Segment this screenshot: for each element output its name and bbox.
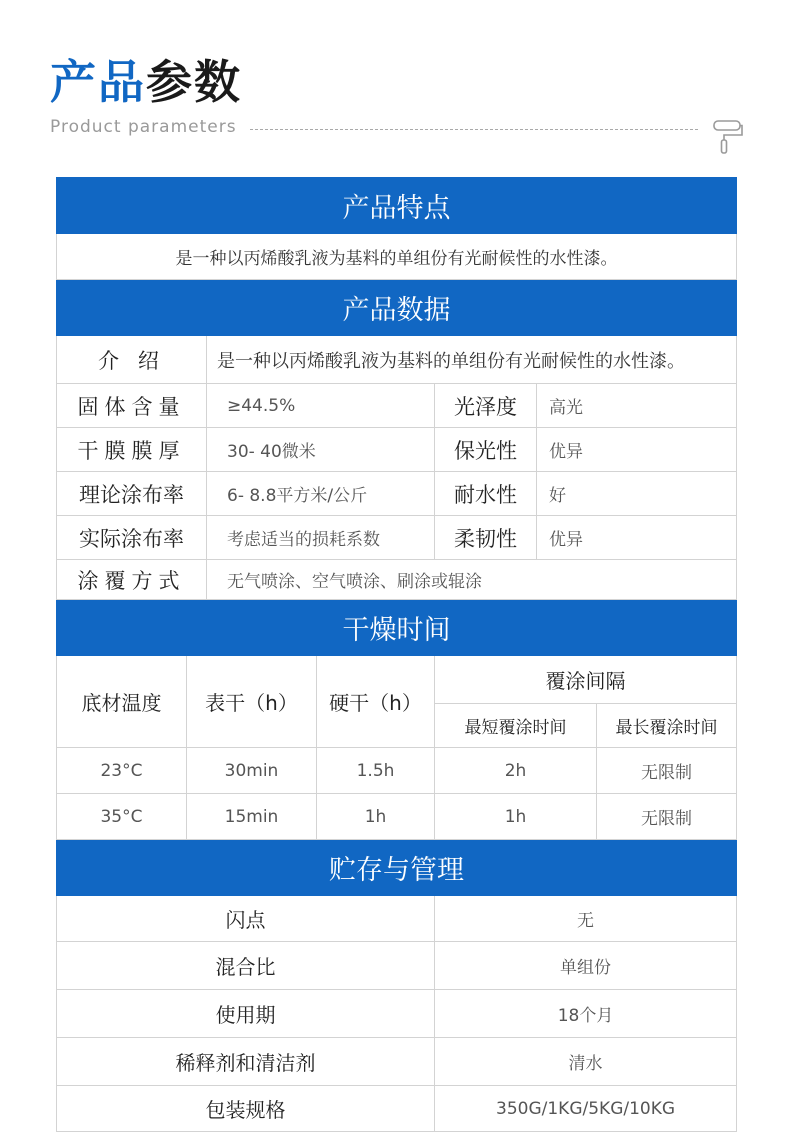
storage-value: 清水	[435, 1038, 737, 1086]
page-header	[0, 0, 790, 170]
data-row	[57, 384, 737, 428]
drying-temp: 23°C	[57, 748, 187, 794]
page-title-blue: 产品	[50, 55, 146, 109]
drying-surface: 15min	[187, 794, 317, 840]
dashed-divider	[250, 129, 698, 130]
storage-label: 稀释剂和清洁剂	[57, 1038, 435, 1086]
data-label-2: 柔韧性	[435, 516, 537, 560]
storage-label: 使用期	[57, 990, 435, 1038]
drying-heading: 干燥时间	[57, 600, 737, 656]
drying-heading-row	[57, 600, 737, 656]
storage-value: 单组份	[435, 942, 737, 990]
data-label: 固体含量	[57, 384, 207, 428]
storage-label: 混合比	[57, 942, 435, 990]
data-label: 理论涂布率	[57, 472, 207, 516]
product-data-heading: 产品数据	[57, 280, 737, 336]
drying-max: 无限制	[597, 748, 737, 794]
method-label: 涂覆方式	[57, 560, 207, 600]
storage-label: 包装规格	[57, 1086, 435, 1132]
paint-roller-icon	[708, 118, 744, 156]
method-value: 无气喷涂、空气喷涂、刷涂或辊涂	[207, 560, 737, 600]
storage-value: 18个月	[435, 990, 737, 1038]
data-label: 实际涂布率	[57, 516, 207, 560]
data-row	[57, 428, 737, 472]
drying-row	[57, 794, 737, 840]
features-heading: 产品特点	[57, 178, 737, 234]
data-row	[57, 472, 737, 516]
storage-value: 350G/1KG/5KG/10KG	[435, 1086, 737, 1132]
drying-header-row	[57, 656, 737, 704]
data-label-2: 光泽度	[435, 384, 537, 428]
data-value: ≥44.5%	[207, 384, 435, 428]
intro-label: 介 绍	[57, 336, 207, 384]
intro-row	[57, 336, 737, 384]
col-min-recoat: 最短覆涂时间	[435, 704, 597, 748]
storage-row	[57, 1038, 737, 1086]
drying-max: 无限制	[597, 794, 737, 840]
drying-hard: 1h	[317, 794, 435, 840]
features-heading-row	[57, 178, 737, 234]
drying-temp: 35°C	[57, 794, 187, 840]
col-substrate-temp: 底材温度	[57, 656, 187, 748]
data-value-2: 高光	[537, 384, 737, 428]
data-value-2: 优异	[537, 428, 737, 472]
data-value-2: 好	[537, 472, 737, 516]
storage-row	[57, 896, 737, 942]
page-title-dark: 参数	[146, 55, 242, 109]
data-value: 考虑适当的损耗系数	[207, 516, 435, 560]
storage-heading-row	[57, 840, 737, 896]
col-max-recoat: 最长覆涂时间	[597, 704, 737, 748]
data-row	[57, 516, 737, 560]
data-label-2: 耐水性	[435, 472, 537, 516]
features-row	[57, 234, 737, 280]
drying-min: 2h	[435, 748, 597, 794]
page-subtitle: Product parameters	[50, 117, 237, 137]
data-value-2: 优异	[537, 516, 737, 560]
method-row	[57, 560, 737, 600]
storage-value: 无	[435, 896, 737, 942]
drying-min: 1h	[435, 794, 597, 840]
storage-row	[57, 1086, 737, 1132]
storage-heading: 贮存与管理	[57, 840, 737, 896]
col-hard-dry: 硬干（h）	[317, 656, 435, 748]
col-recoat-interval: 覆涂间隔	[435, 656, 737, 704]
storage-row	[57, 942, 737, 990]
data-value: 6- 8.8平方米/公斤	[207, 472, 435, 516]
drying-hard: 1.5h	[317, 748, 435, 794]
storage-row	[57, 990, 737, 1038]
page-title	[50, 52, 242, 112]
data-value: 30- 40微米	[207, 428, 435, 472]
features-text: 是一种以丙烯酸乳液为基料的单组份有光耐候性的水性漆。	[57, 234, 737, 280]
col-surface-dry: 表干（h）	[187, 656, 317, 748]
product-parameters-table	[56, 177, 737, 1132]
storage-label: 闪点	[57, 896, 435, 942]
product-data-heading-row	[57, 280, 737, 336]
intro-value: 是一种以丙烯酸乳液为基料的单组份有光耐候性的水性漆。	[207, 336, 737, 384]
data-label-2: 保光性	[435, 428, 537, 472]
drying-row	[57, 748, 737, 794]
data-label: 干膜膜厚	[57, 428, 207, 472]
drying-surface: 30min	[187, 748, 317, 794]
